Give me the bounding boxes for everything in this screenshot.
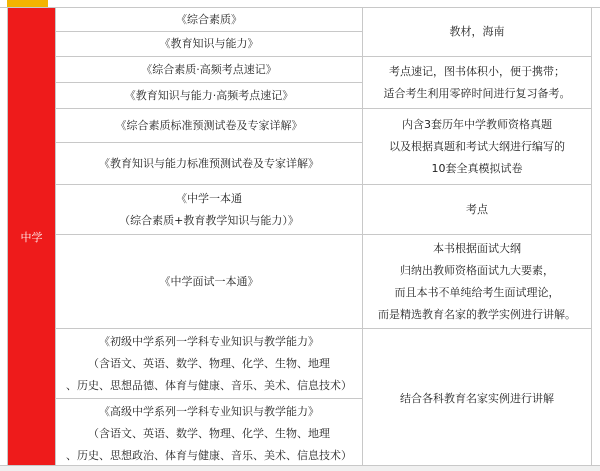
top-strip-accent <box>7 0 48 7</box>
book-desc-3 <box>363 185 592 235</box>
book-title-5a-line: 、历史、思想品德、体育与健康、音乐、美术、信息技术） <box>66 378 352 392</box>
book-title-3 <box>56 185 363 235</box>
book-desc-2-line: 10套全真模拟试卷 <box>431 161 523 175</box>
book-title-2a: 《综合素质标准预测试卷及专家详解》 <box>56 109 363 143</box>
book-desc-5-line: 结合各科教育名家实例进行讲解 <box>400 391 554 405</box>
book-title-5a-line: 《初级中学系列一学科专业知识与教学能力》 <box>99 334 319 348</box>
bottom-strip <box>0 465 600 471</box>
book-desc-4-line: 归纳出教师资格面试九大要素， <box>400 263 554 277</box>
book-title-5a-line: （含语文、英语、数学、物理、化学、生物、地理 <box>88 356 330 370</box>
book-desc-0-line: 教材，海南 <box>449 25 505 38</box>
book-title-5a <box>56 329 363 399</box>
book-title-3-line: （综合素质+教育教学知识与能力）》 <box>119 213 299 227</box>
book-desc-2 <box>363 109 592 185</box>
book-title-3-line: 《中学一本通 <box>176 191 242 205</box>
book-title-0b: 《教育知识与能力》 <box>56 32 363 57</box>
book-title-5b <box>56 399 363 469</box>
book-desc-4-line: 而且本书不单纯给考生面试理论， <box>394 285 560 299</box>
book-desc-1 <box>363 57 592 109</box>
book-title-2b: 《教育知识与能力标准预测试卷及专家详解》 <box>56 143 363 185</box>
book-desc-4-line: 本书根据面试大纲 <box>433 241 521 255</box>
book-desc-5 <box>363 329 592 469</box>
book-desc-2-line: 内含3套历年中学教师资格真题 <box>402 117 552 131</box>
book-desc-2-line: 以及根据真题和考试大纲进行编写的 <box>389 139 565 153</box>
book-desc-4-line: 而是精选教育名家的教学实例进行讲解。 <box>378 307 576 321</box>
book-table <box>7 7 592 469</box>
book-desc-1-line: 适合考生利用零碎时间进行复习备考。 <box>383 86 571 100</box>
category-cell: 中学 <box>8 8 56 469</box>
book-desc-0 <box>363 8 592 57</box>
book-title-5b-line: （含语文、英语、数学、物理、化学、生物、地理 <box>88 426 330 440</box>
book-title-5b-line: 《高级中学系列一学科专业知识与教学能力》 <box>99 404 319 418</box>
book-title-4-line: 《中学面试一本通》 <box>159 274 259 288</box>
book-title-4 <box>56 235 363 329</box>
book-desc-1-line: 考点速记，图书体积小，便于携带； <box>389 64 565 78</box>
book-title-1a: 《综合素质·高频考点速记》 <box>56 57 363 83</box>
book-title-5b-line: 、历史、思想政治、体育与健康、音乐、美术、信息技术） <box>66 448 352 462</box>
book-title-0a: 《综合素质》 <box>56 8 363 32</box>
book-desc-4 <box>363 235 592 329</box>
book-desc-3-line: 考点 <box>466 202 488 216</box>
book-title-1b: 《教育知识与能力·高频考点速记》 <box>56 83 363 109</box>
